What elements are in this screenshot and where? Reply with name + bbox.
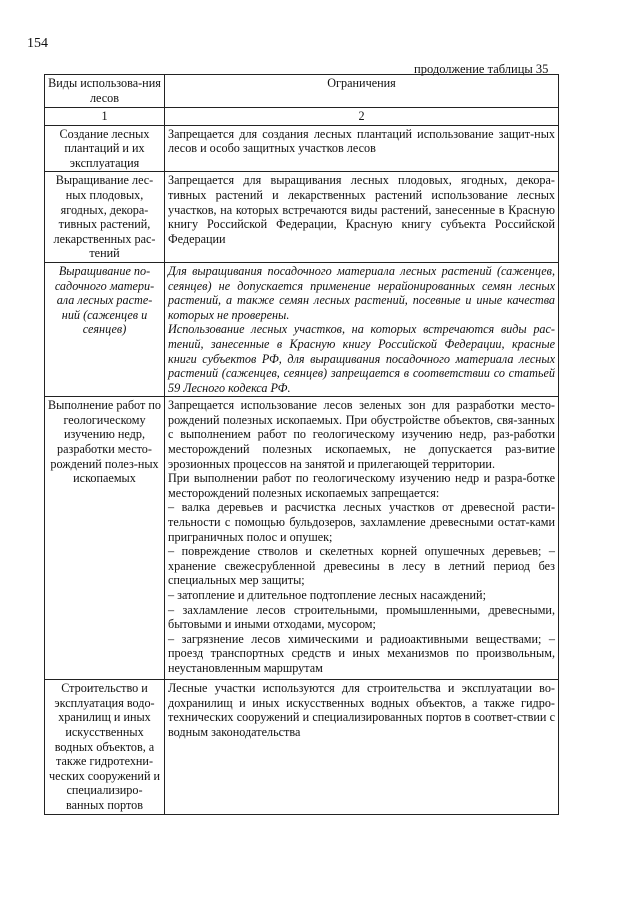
use-type-cell: Создание лесных плантаций и их эксплуатация	[45, 125, 165, 172]
restriction-cell	[165, 680, 559, 815]
restriction-paragraph: – валка деревьев и расчистка лесных участков от древесной расти-тельности с помощью бульдозеров, захламление древесными остат-ками приграничных полос и опушек;	[168, 500, 555, 544]
table-row	[45, 262, 559, 396]
table-row	[45, 125, 559, 172]
restriction-paragraph: Запрещается для создания лесных плантаций использование защит-ных лесов и особо защитных участков лесов	[168, 126, 555, 156]
restriction-paragraph: – затопление и длительное подтопление лесных насаждений;	[168, 588, 486, 602]
restriction-cell	[165, 262, 559, 396]
restriction-paragraph: При выполнении работ по геологическому изучению недр и разра-ботке месторождений полезных ископаемых запрещается:	[168, 471, 555, 500]
table-header-row	[45, 75, 559, 108]
restriction-paragraph: Использование лесных участков, на которых встречаются виды рас-тений, занесенные в Красную книгу Российской Федерации, красные книги субъектов РФ, для выращивания посадочного материала лесных растений (саженцев, сеянцев) запрещается в соответствии со статьей 59 Лесного кодекса РФ.	[168, 322, 555, 395]
header-use-type: Виды использова-ния лесов	[45, 75, 165, 108]
restriction-paragraph: – загрязнение лесов химическими и радиоактивными веществами; – проезд транспортных средств и иных механизмов по произвольным, неустановленным маршрутам	[168, 631, 555, 675]
page-number: 154	[27, 36, 48, 51]
table-continuation-caption: продолжение таблицы 35	[414, 62, 549, 76]
use-type-cell: Строительство и эксплуатация водо-хранилищ и иных искусственных водных объектов, а также гидротехни-ческих сооружений и специализиро-ванных портов	[45, 680, 165, 815]
restriction-cell	[165, 172, 559, 263]
use-type-cell: Выполнение работ по геологическому изучению недр, разработки место-рождений полез-ных ископаемых	[45, 397, 165, 680]
header-restrictions: Ограничения	[165, 75, 559, 108]
column-number-1: 1	[45, 108, 165, 126]
restriction-paragraph: – повреждение стволов и скелетных корней опушечных деревьев; – хранение свежесрубленной древесины в лесу в летний период без специальных мер защиты;	[168, 544, 555, 588]
table-row	[45, 397, 559, 680]
restriction-cell	[165, 125, 559, 172]
restriction-cell	[165, 397, 559, 680]
use-type-cell: Выращивание лес-ных плодовых, ягодных, декора-тивных растений, лекарственных рас-тений	[45, 172, 165, 263]
table-row	[45, 172, 559, 263]
restriction-paragraph: Запрещается использование лесов зеленых зон для разработки место-рождений полезных ископаемых. При обустройстве объектов, свя-занных с выполнением работ по геологическому изучению недр, раз-работки месторождений полезных ископаемых, не допускается раз-витие эрозионных процессов на занятой и прилегающей территории.	[168, 398, 555, 471]
restriction-paragraph: Запрещается для выращивания лесных плодовых, ягодных, декора-тивных растений и лекарственных растений использование лесных участков, на которых встречаются виды растений, занесенные в Красную книгу Российской Федерации, Красную книгу субъекта Российской Федерации	[168, 173, 555, 246]
column-number-row	[45, 108, 559, 126]
use-type-cell: Выращивание по-садочного матери-ала лесных расте-ний (саженцев и сеянцев)	[45, 262, 165, 396]
restriction-paragraph: Для выращивания посадочного материала лесных растений (саженцев, сеянцев) не допускается применение нерайонированных семян лесных растений, а также семян лесных растений, посевные и иные качества которых не проверены.	[168, 263, 555, 322]
restrictions-table	[44, 74, 559, 815]
column-number-2: 2	[165, 108, 559, 126]
table-row	[45, 680, 559, 815]
restriction-paragraph: – захламление лесов строительными, промышленными, древесными, бытовыми и иными отходами, мусором;	[168, 602, 555, 632]
restriction-paragraph: Лесные участки используются для строительства и эксплуатации во-дохранилищ и иных искусственных водных объектов, а также гидро-технических сооружений и специализированных портов в соответ-ствии с водным законодательства	[168, 681, 555, 740]
